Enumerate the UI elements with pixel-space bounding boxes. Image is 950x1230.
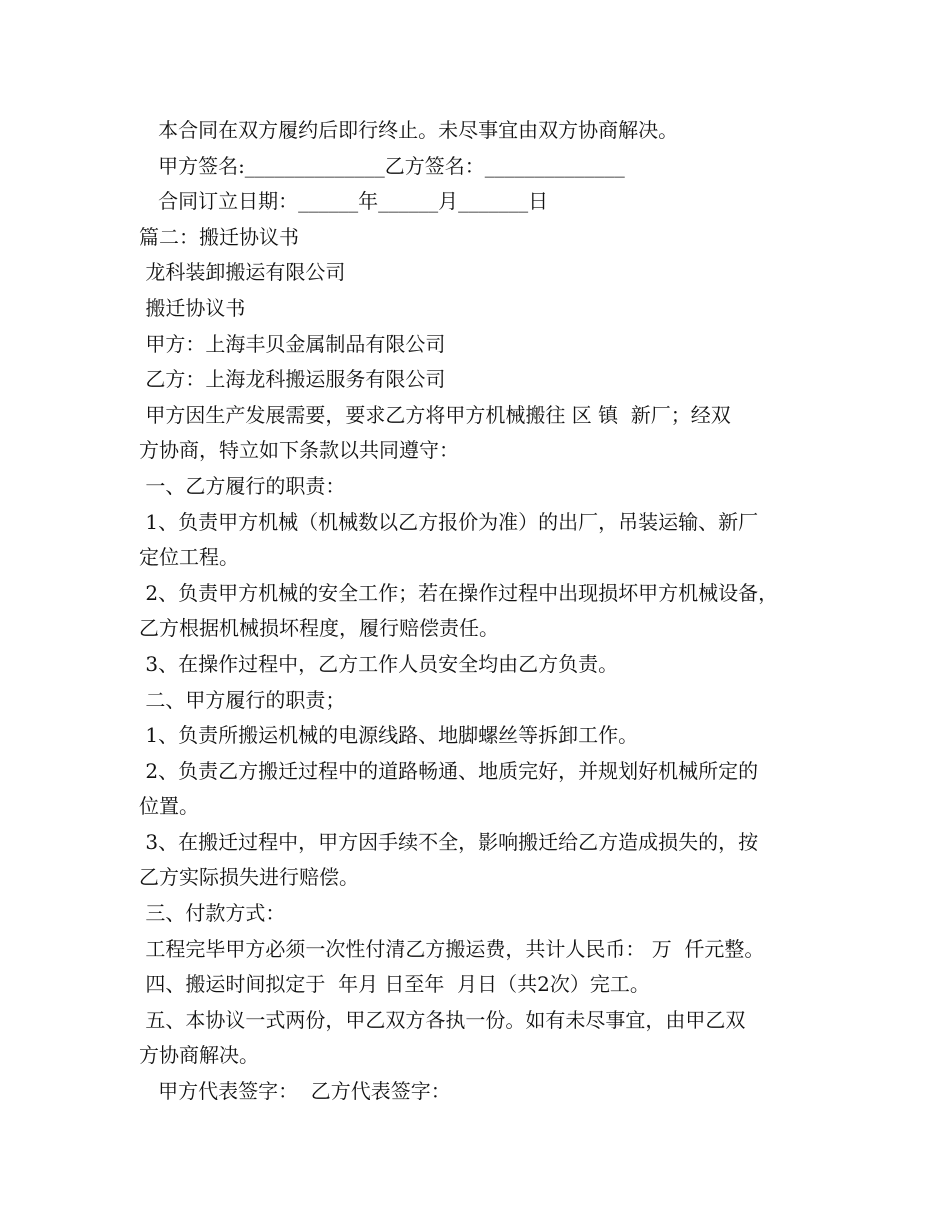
section-heading: 篇二：搬迁协议书	[139, 224, 299, 249]
agreement-title: 搬迁协议书	[139, 295, 246, 320]
text-line: 乙方实际损失进行赔偿。	[139, 865, 359, 890]
document-body	[139, 113, 829, 1110]
company-name: 龙科装卸搬运有限公司	[139, 260, 346, 285]
clause-heading: 四、搬运时间拟定于 年月 日至年 月日（共2次）完工。	[139, 972, 650, 997]
text-line: 1、负责所搬运机械的电源线路、地脚螺丝等拆卸工作。	[139, 723, 639, 748]
text-line: 3、在搬迁过程中，甲方因手续不全，影响搬迁给乙方造成损失的，按	[139, 829, 759, 854]
text-line: 定位工程。	[139, 545, 239, 570]
text-line: 1、负责甲方机械（机械数以乙方报价为准）的出厂，吊装运输、新厂	[139, 509, 759, 534]
text-line: 位置。	[139, 794, 199, 819]
text-line: 方协商解决。	[139, 1043, 259, 1068]
party-a: 甲方：上海丰贝金属制品有限公司	[139, 331, 446, 356]
text-line: 合同订立日期：______年______月_______日	[139, 189, 549, 214]
text-line: 五、本协议一式两份，甲乙双方各执一份。如有未尽事宜，由甲乙双	[139, 1007, 746, 1032]
clause-heading: 一、乙方履行的职责：	[139, 473, 346, 498]
text-line: 甲方签名:______________乙方签名：______________	[139, 153, 625, 178]
text-line: 工程完毕甲方必须一次性付清乙方搬运费，共计人民币： 万 仟元整。	[139, 936, 765, 961]
text-line: 2、负责甲方机械的安全工作；若在操作过程中出现损坏甲方机械设备，	[139, 580, 779, 605]
text-line: 乙方根据机械损坏程度，履行赔偿责任。	[139, 616, 499, 641]
text-line: 3、在操作过程中，乙方工作人员安全均由乙方负责。	[139, 651, 619, 676]
clause-heading: 二、甲方履行的职责；	[139, 687, 346, 712]
clause-heading: 三、付款方式：	[139, 901, 286, 926]
signature-line: 甲方代表签字： 乙方代表签字：	[139, 1079, 451, 1104]
text-line: 方协商，特立如下条款以共同遵守：	[139, 438, 459, 463]
text-line: 本合同在双方履约后即行终止。未尽事宜由双方协商解决。	[139, 118, 679, 142]
text-line: 2、负责乙方搬迁过程中的道路畅通、地质完好，并规划好机械所定的	[139, 758, 759, 783]
party-b: 乙方：上海龙科搬运服务有限公司	[139, 367, 446, 392]
text-line: 甲方因生产发展需要，要求乙方将甲方机械搬往 区 镇 新厂；经双	[139, 402, 731, 427]
